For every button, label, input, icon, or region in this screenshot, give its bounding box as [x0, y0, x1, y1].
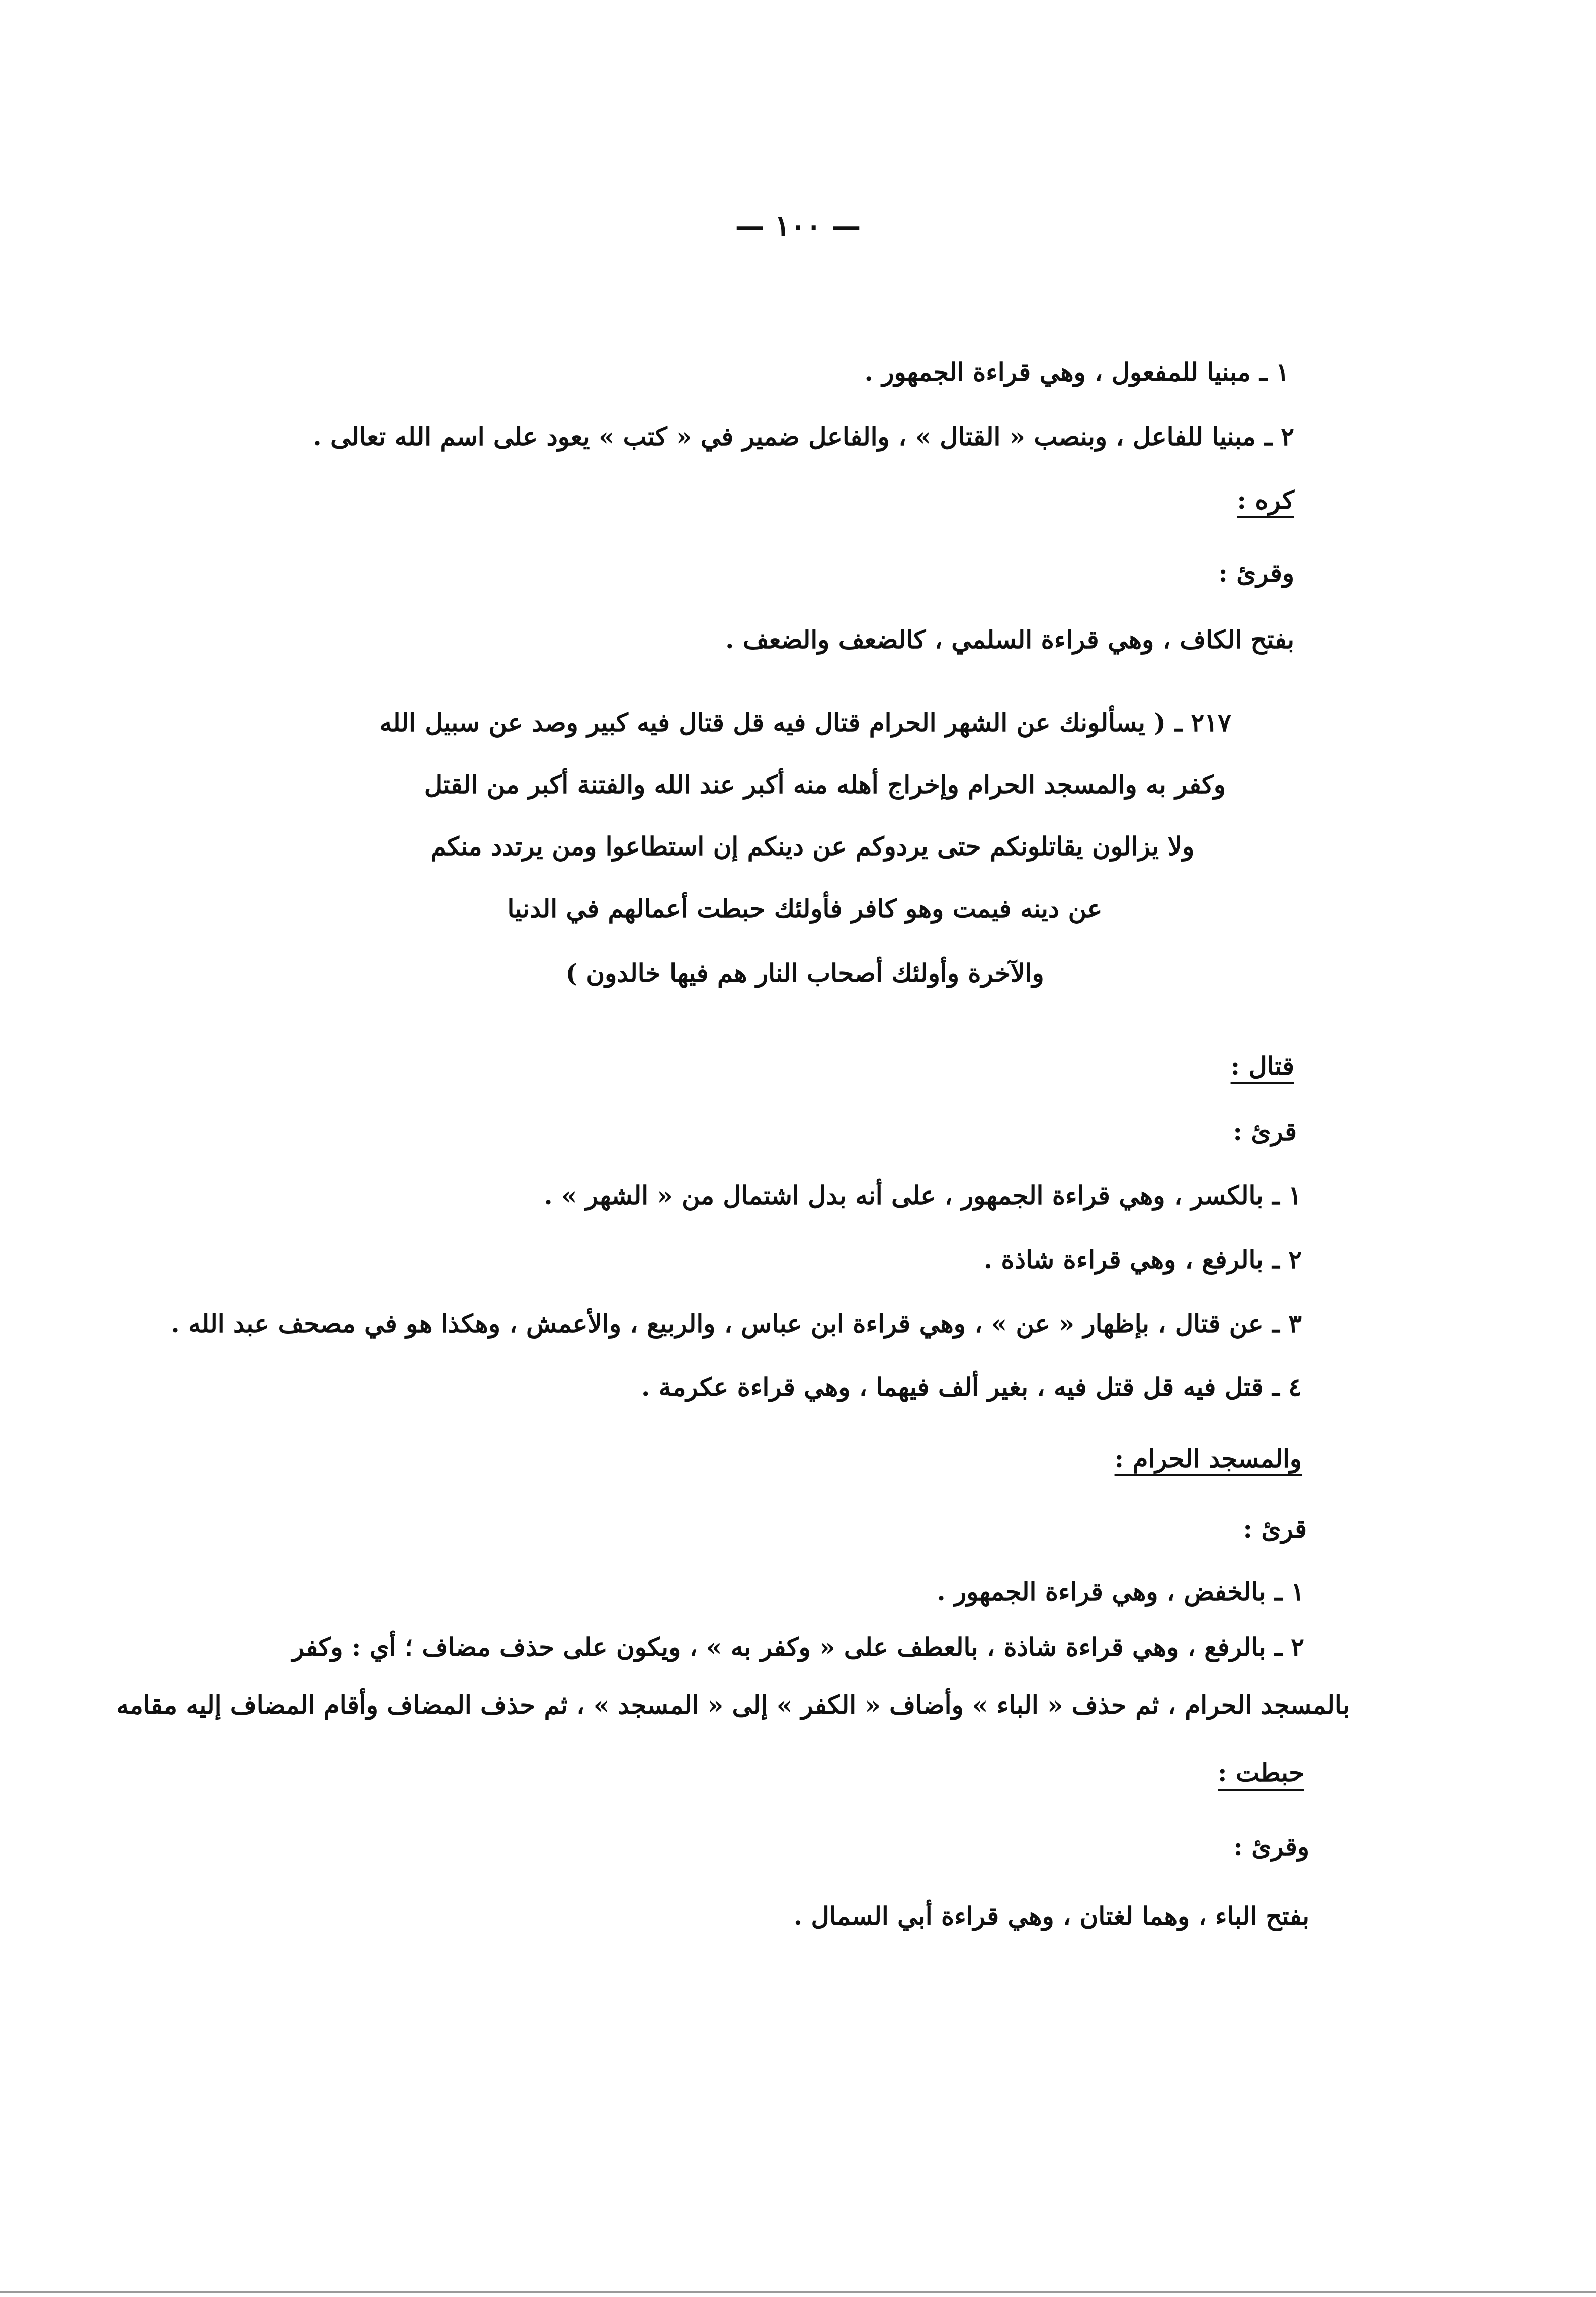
reading-item-2: ٢ ـ بالرفع ، وهي قراءة شاذة . — [983, 1245, 1302, 1274]
reading-item-1: ١ ـ مبنيا للمفعول ، وهي قراءة الجمهور . — [864, 357, 1289, 387]
section-heading-habitat: حبطت : — [1218, 1758, 1304, 1788]
section-heading-masjid: والمسجد الحرام : — [1114, 1443, 1302, 1473]
reading-item-1: ١ ـ بالخفض ، وهي قراءة الجمهور . — [937, 1577, 1304, 1606]
verse-line-1: ٢١٧ ـ ( يسألونك عن الشهر الحرام قتال فيه قل قتال فيه كبير وصد عن سبيل الله — [379, 708, 1231, 737]
reading-item-2-continued: بالمسجد الحرام ، ثم حذف « الباء » وأضاف « الكفر » إلى « المسجد » ، ثم حذف المضاف وأقام المضاف إليه مقامه — [116, 1690, 1350, 1720]
read-label: وقرئ : — [1218, 558, 1294, 588]
reading-item-1: ١ ـ بالكسر ، وهي قراءة الجمهور ، على أنه بدل اشتمال من « الشهر » . — [544, 1180, 1302, 1210]
reading-item-2: ٢ ـ بالرفع ، وهي قراءة شاذة ، بالعطف على « وكفر به » ، ويكون على حذف مضاف ؛ أي : وكفر — [292, 1632, 1304, 1662]
section-heading-qital: قتال : — [1230, 1051, 1294, 1081]
verse-line-2: وكفر به والمسجد الحرام وإخراج أهله منه أكبر عند الله والفتنة أكبر من القتل — [424, 770, 1226, 799]
bottom-border — [0, 2291, 1596, 2293]
reading-item-3: ٣ ـ عن قتال ، بإظهار « عن » ، وهي قراءة ابن عباس ، والربيع ، والأعمش ، وهكذا هو في مصحف عبد الله . — [171, 1309, 1302, 1338]
page-number: — ١٠٠ — — [735, 209, 861, 243]
reading-item-4: ٤ ـ قتل فيه قل قتل فيه ، بغير ألف فيهما ، وهي قراءة عكرمة . — [641, 1372, 1302, 1402]
verse-line-5: والآخرة وأولئك أصحاب النار هم فيها خالدون ) — [565, 958, 1044, 988]
reading-item-2: ٢ ـ مبنيا للفاعل ، وبنصب « القتال » ، والفاعل ضمير في « كتب » يعود على اسم الله تعالى . — [313, 421, 1294, 451]
verse-line-4: عن دينه فيمت وهو كافر فأولئك حبطت أعمالهم في الدنيا — [507, 894, 1103, 923]
read-label: قرئ : — [1243, 1514, 1307, 1544]
reading-text: بفتح الباء ، وهما لغتان ، وهي قراءة أبي السمال . — [793, 1901, 1309, 1931]
section-heading-kurh: كره : — [1237, 485, 1294, 515]
read-label: قرئ : — [1233, 1117, 1297, 1146]
verse-line-3: ولا يزالون يقاتلونكم حتى يردوكم عن دينكم إن استطاعوا ومن يرتدد منكم — [430, 831, 1195, 861]
reading-text: بفتح الكاف ، وهي قراءة السلمي ، كالضعف والضعف . — [725, 625, 1294, 654]
read-label: وقرئ : — [1233, 1832, 1309, 1861]
